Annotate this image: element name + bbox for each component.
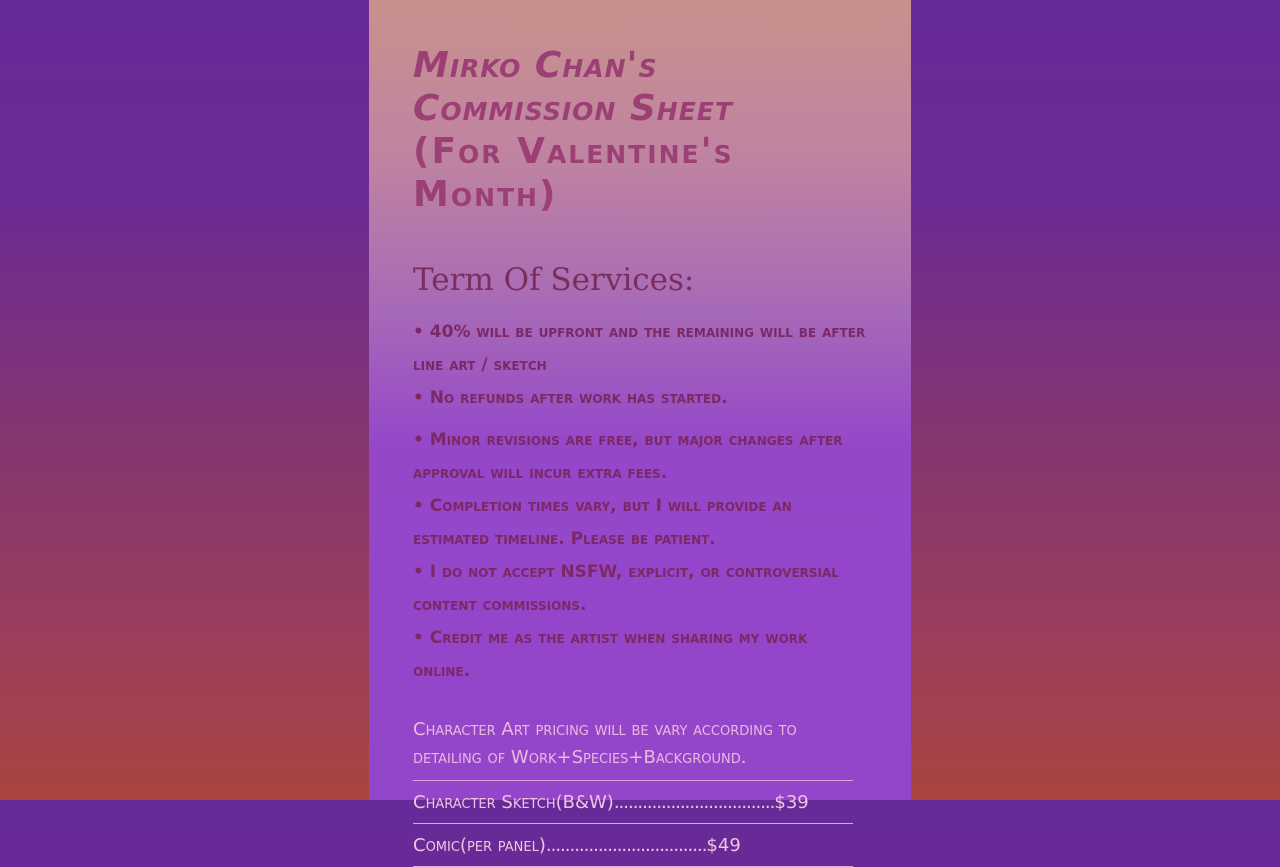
price-value: $49 [706, 834, 741, 856]
price-table [413, 780, 853, 867]
tos-item-credit: • Credit me as the artist when sharing my work online. [413, 628, 808, 681]
price-row-comic [413, 824, 853, 867]
sheet-title: Mirko Chan's Commission Sheet [413, 45, 733, 129]
price-value: $39 [774, 791, 809, 813]
tos-item-revisions: • Minor revisions are free, but major changes after approval will incur extra fees. [413, 430, 843, 483]
tos-item-nsfw: • I do not accept NSFW, explicit, or controversial content commissions. [413, 562, 839, 615]
price-row-sketch [413, 781, 853, 824]
tos-item-upfront: • 40% will be upfront and the remaining will be after line art / sketch [413, 322, 866, 375]
sheet-subtitle: (For Valentine's Month) [413, 131, 734, 215]
tos-list [413, 316, 867, 688]
commission-sheet [369, 0, 911, 856]
pricing-note: Character Art pricing will be vary according to detailing of Work+Species+Background. [413, 719, 797, 768]
price-dots: .................................. [545, 834, 707, 856]
tos-heading: Term Of Services: [413, 262, 695, 298]
price-dots: .................................. [613, 791, 775, 813]
tos-item-refunds: • No refunds after work has started. [413, 388, 728, 408]
price-item-label: Comic(per panel) [413, 834, 546, 856]
price-item-label: Character Sketch(B&W) [413, 791, 614, 813]
tos-item-completion: • Completion times vary, but I will provide an estimated timeline. Please be patient. [413, 496, 792, 549]
